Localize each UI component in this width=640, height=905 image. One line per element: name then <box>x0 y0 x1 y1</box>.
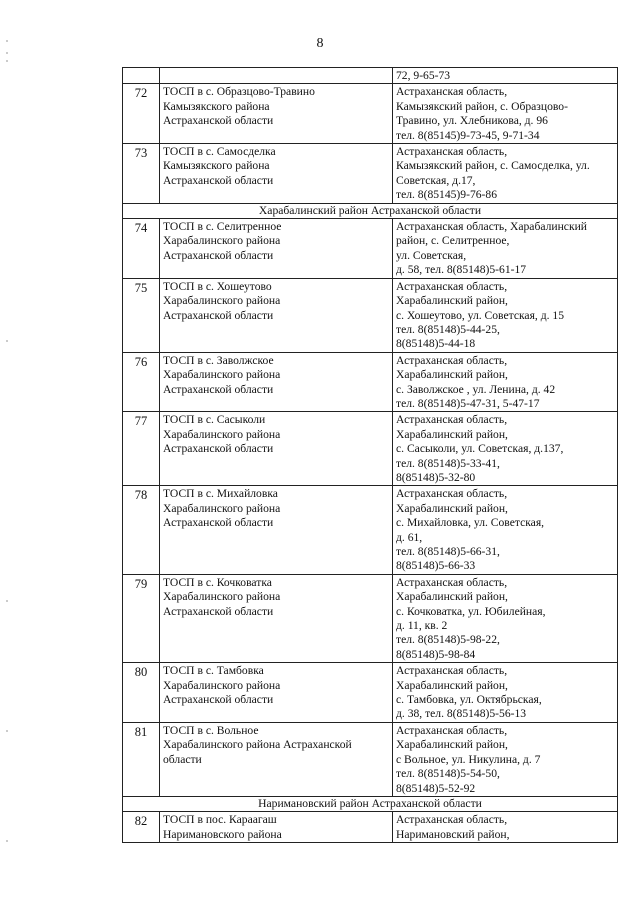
office-address-line: Астраханская область, <box>396 664 508 678</box>
office-address-line: Харабалинский район, <box>396 368 508 382</box>
section-header-row <box>123 796 618 811</box>
office-address <box>393 278 618 352</box>
office-name-line: ТОСП в пос. Караагаш <box>163 813 277 827</box>
row-number: 73 <box>123 144 160 204</box>
office-address-line: д. 58, тел. 8(85148)5-61-17 <box>396 263 527 277</box>
office-address-line: с. Хошеутово, ул. Советская, д. 15 <box>396 308 564 322</box>
table-row <box>123 278 618 352</box>
table-row <box>123 68 618 84</box>
offices-table-body <box>123 68 618 843</box>
office-name-line: ТОСП в с. Сасыколи <box>163 413 266 427</box>
office-name-line: ТОСП в с. Кочковатка <box>163 575 272 589</box>
office-name-line: Астраханской области <box>163 173 274 187</box>
table-row <box>123 812 618 843</box>
office-address-line: д. 38, тел. 8(85148)5-56-13 <box>396 707 527 721</box>
office-address-line: тел. 8(85148)5-44-25, <box>396 322 500 336</box>
row-number: 79 <box>123 574 160 662</box>
office-address <box>393 84 618 144</box>
office-name-line: ТОСП в с. Вольное <box>163 723 259 737</box>
office-name <box>160 663 393 723</box>
office-name-line: ТОСП в с. Образцово-Травино <box>163 85 315 99</box>
office-address-line: 8(85148)5-98-84 <box>396 647 476 661</box>
office-address-line: Камызякский район, с. Образцово- <box>396 99 568 113</box>
office-name <box>160 68 393 84</box>
office-address-line: с. Заволжское , ул. Ленина, д. 42 <box>396 382 556 396</box>
table-row <box>123 574 618 662</box>
section-header-row <box>123 203 618 218</box>
office-address-line: Астраханская область, <box>396 145 508 159</box>
office-address-line: с. Тамбовка, ул. Октябрьская, <box>396 693 542 707</box>
row-number: 82 <box>123 812 160 843</box>
office-address-line: Астраханская область, <box>396 575 508 589</box>
offices-table <box>122 67 618 843</box>
office-address <box>393 144 618 204</box>
office-address-line: Советская, д.17, <box>396 173 476 187</box>
office-address-line: Харабалинский район, <box>396 590 508 604</box>
office-address-line: с. Кочковатка, ул. Юбилейная, <box>396 604 546 618</box>
office-address-line: Астраханская область, <box>396 353 508 367</box>
office-address-line: тел. 8(85145)9-73-45, 9-71-34 <box>396 128 540 142</box>
office-address <box>393 663 618 723</box>
table-row <box>123 84 618 144</box>
office-name-line: ТОСП в с. Селитренное <box>163 220 282 234</box>
office-name-line: Астраханской области <box>163 382 274 396</box>
office-name-line: Харабалинского района <box>163 501 281 515</box>
office-name-line: Харабалинского района <box>163 427 281 441</box>
office-address-line: тел. 8(85148)5-33-41, <box>396 456 500 470</box>
row-number <box>123 68 160 84</box>
office-name-line: Астраханской области <box>163 308 274 322</box>
row-number: 72 <box>123 84 160 144</box>
office-address-line: Харабалинский район, <box>396 501 508 515</box>
office-name-line: ТОСП в с. Хошеутово <box>163 279 272 293</box>
table-row <box>123 219 618 279</box>
table-row <box>123 663 618 723</box>
office-address <box>393 722 618 796</box>
table-row <box>123 486 618 574</box>
office-address-line: Астраханская область, <box>396 279 508 293</box>
table-row <box>123 722 618 796</box>
office-address-line: Камызякский район, с. Самосделка, ул. <box>396 159 590 173</box>
office-name <box>160 574 393 662</box>
office-address-line: район, с. Селитренное, <box>396 234 510 248</box>
office-address-line: д. 11, кв. 2 <box>396 619 448 633</box>
office-name-line: Наримановского района <box>163 827 282 841</box>
office-address-line: с Вольное, ул. Никулина, д. 7 <box>396 752 541 766</box>
office-address <box>393 219 618 279</box>
office-name <box>160 722 393 796</box>
row-number: 81 <box>123 722 160 796</box>
table-row <box>123 144 618 204</box>
office-address-line: 8(85148)5-52-92 <box>396 781 476 795</box>
office-name-line: Астраханской области <box>163 604 274 618</box>
table-row <box>123 352 618 412</box>
office-address-line: Астраханская область, <box>396 723 508 737</box>
row-number: 78 <box>123 486 160 574</box>
margin-scan-marks <box>6 40 9 860</box>
office-address-line: Травино, ул. Хлебникова, д. 96 <box>396 114 548 128</box>
office-name-line: Харабалинского района <box>163 294 281 308</box>
office-name <box>160 278 393 352</box>
office-name <box>160 219 393 279</box>
office-address <box>393 574 618 662</box>
office-address-line: Харабалинский район, <box>396 678 508 692</box>
office-name-line: ТОСП в с. Михайловка <box>163 487 278 501</box>
section-header: Наримановский район Астраханской области <box>123 796 618 811</box>
office-address-line: тел. 8(85148)5-47-31, 5-47-17 <box>396 396 540 410</box>
office-address-line: Астраханская область, <box>396 413 508 427</box>
page-number: 8 <box>316 36 324 51</box>
office-address-line: 8(85148)5-66-33 <box>396 559 476 573</box>
office-address <box>393 412 618 486</box>
office-name-line: Астраханской области <box>163 442 274 456</box>
office-name-line: Астраханской области <box>163 114 274 128</box>
office-address-line: 72, 9-65-73 <box>396 69 451 82</box>
office-address-line: Харабалинский район, <box>396 427 508 441</box>
office-name-line: области <box>163 752 202 766</box>
office-address-line: тел. 8(85148)5-54-50, <box>396 767 500 781</box>
office-name-line: Камызякского района <box>163 99 270 113</box>
section-header: Харабалинский район Астраханской области <box>123 203 618 218</box>
office-address <box>393 68 618 84</box>
row-number: 77 <box>123 412 160 486</box>
office-address-line: с. Сасыколи, ул. Советская, д.137, <box>396 442 564 456</box>
office-name-line: Астраханской области <box>163 693 274 707</box>
office-address-line: Наримановский район, <box>396 827 510 841</box>
office-address-line: Харабалинский район, <box>396 738 508 752</box>
office-address-line: Астраханская область, <box>396 813 508 827</box>
row-number: 75 <box>123 278 160 352</box>
office-address-line: Астраханская область, <box>396 487 508 501</box>
office-address <box>393 352 618 412</box>
office-name-line: Харабалинского района <box>163 590 281 604</box>
office-address-line: д. 61, <box>396 530 423 544</box>
office-name <box>160 84 393 144</box>
office-name <box>160 352 393 412</box>
office-address-line: 8(85148)5-44-18 <box>396 337 476 351</box>
office-address-line: Харабалинский район, <box>396 294 508 308</box>
office-name-line: Харабалинского района <box>163 368 281 382</box>
office-name-line: Камызякского района <box>163 159 270 173</box>
row-number: 74 <box>123 219 160 279</box>
office-name <box>160 144 393 204</box>
office-name <box>160 412 393 486</box>
table-row <box>123 412 618 486</box>
row-number: 76 <box>123 352 160 412</box>
office-name <box>160 812 393 843</box>
office-address <box>393 486 618 574</box>
office-name-line: ТОСП в с. Самосделка <box>163 145 276 159</box>
office-name-line: ТОСП в с. Заволжское <box>163 353 274 367</box>
office-address-line: тел. 8(85148)5-66-31, <box>396 545 500 558</box>
office-address-line: с. Михайловка, ул. Советская, <box>396 516 545 530</box>
office-name <box>160 486 393 574</box>
office-address-line: тел. 8(85148)5-98-22, <box>396 633 500 647</box>
office-name-line: Астраханской области <box>163 248 274 262</box>
office-name-line: Астраханской области <box>163 516 274 530</box>
offices-table-container <box>122 67 617 843</box>
office-address <box>393 812 618 843</box>
office-address-line: ул. Советская, <box>396 248 467 262</box>
row-number: 80 <box>123 663 160 723</box>
office-address-line: Астраханская область, Харабалинский <box>396 220 587 234</box>
office-name-line: Харабалинского района <box>163 234 281 248</box>
office-name-line: ТОСП в с. Тамбовка <box>163 664 264 678</box>
office-name-line: Харабалинского района <box>163 678 281 692</box>
office-name-line: Харабалинского района Астраханской <box>163 738 352 752</box>
office-address-line: 8(85148)5-32-80 <box>396 470 476 484</box>
office-address-line: Астраханская область, <box>396 85 508 99</box>
office-address-line: тел. 8(85145)9-76-86 <box>396 188 498 202</box>
